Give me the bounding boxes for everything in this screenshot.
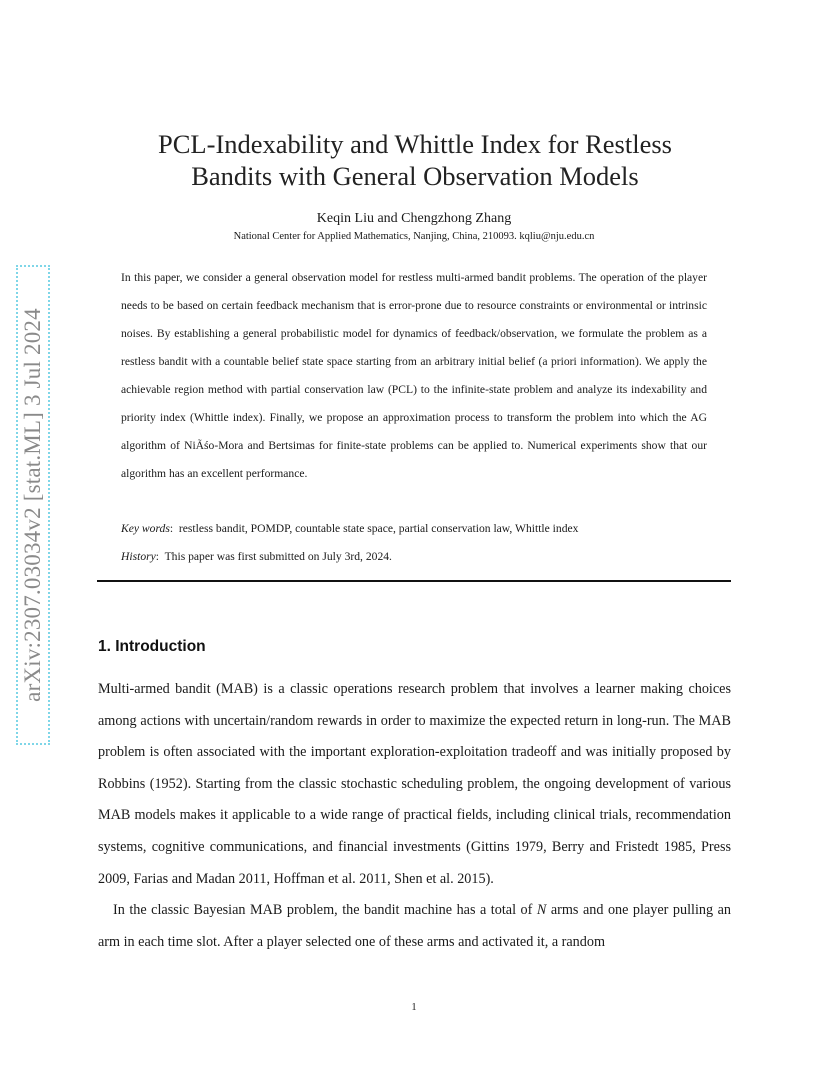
arxiv-identifier: arXiv:2307.03034v2 [stat.ML] 3 Jul 2024	[20, 308, 45, 702]
paragraph-1: Multi-armed bandit (MAB) is a classic operations research problem that involves a learner making choices among actions with uncertain/random rewards in order to maximize the expected return in long-run. The MAB problem is often associated with the important exploration-exploitation tradeoff and was initially proposed by Robbins (1952). Starting from the classic stochastic scheduling problem, the ongoing development of various MAB models makes it applicable to a wide range of practical fields, including clinical trials, recommendation systems, cognitive communications, and financial investments (Gittins 1979, Berry and Fristedt 1985, Press 2009, Farias and Madan 2011, Hoffman et al. 2011, Shen et al. 2015).	[98, 681, 731, 887]
paragraph-2-end: arms and one player pulling an arm in each time slot. After a player selected one of these arms and activated it, a random	[98, 902, 731, 950]
authors: Keqin Liu and Chengzhong Zhang	[316, 211, 512, 226]
history-label: History	[121, 550, 156, 563]
body-text	[98, 674, 731, 958]
abstract-divider	[97, 580, 731, 582]
abstract-text: In this paper, we consider a general observation model for restless multi-armed bandit problems. The operation of the player needs to be based on certain feedback mechanism that is error-prone due to resource constraints or environmental or intrinsic noises. By establishing a general probabilistic model for dynamics of feedback/observation, we formulate the problem as a restless bandit with a countable belief state space starting from an arbitrary initial belief (a priori information). We apply the achievable region method with partial conservation law (PCL) to the infinite-state problem and analyze its indexability and priority index (Whittle index). Finally, we propose an approximation process to transform the problem into which the AG algorithm of NiÃśo-Mora and Bertsimas for finite-state problems can be applied to. Numerical experiments show that our algorithm has an excellent performance.	[121, 271, 707, 480]
keywords: Key words: restless bandit, POMDP, countable state space, partial conservation law, Whittle index	[121, 522, 579, 535]
paragraph-2	[98, 895, 731, 958]
abstract	[121, 264, 707, 488]
affiliation: National Center for Applied Mathematics, Nanjing, China, 210093. kqliu@nju.edu.cn	[233, 231, 595, 242]
title-line-2: Bandits with General Observation Models	[191, 161, 639, 191]
arxiv-watermark	[16, 265, 50, 745]
title-line-1: PCL-Indexability and Whittle Index for Restless	[158, 129, 672, 159]
keywords-label: Key words	[121, 522, 170, 535]
paragraph-2-start: In the classic Bayesian MAB problem, the bandit machine has a total of	[113, 902, 537, 919]
paragraph-2-variable: N	[536, 902, 547, 919]
keywords-text: restless bandit, POMDP, countable state space, partial conservation law, Whittle index	[178, 522, 579, 535]
history-text: This paper was first submitted on July 3rd, 2024.	[164, 550, 392, 563]
paper-title	[60, 128, 770, 192]
page-number: 1	[411, 1002, 417, 1013]
section-heading: 1. Introduction	[98, 638, 206, 655]
history: History: This paper was first submitted on July 3rd, 2024.	[121, 550, 392, 563]
